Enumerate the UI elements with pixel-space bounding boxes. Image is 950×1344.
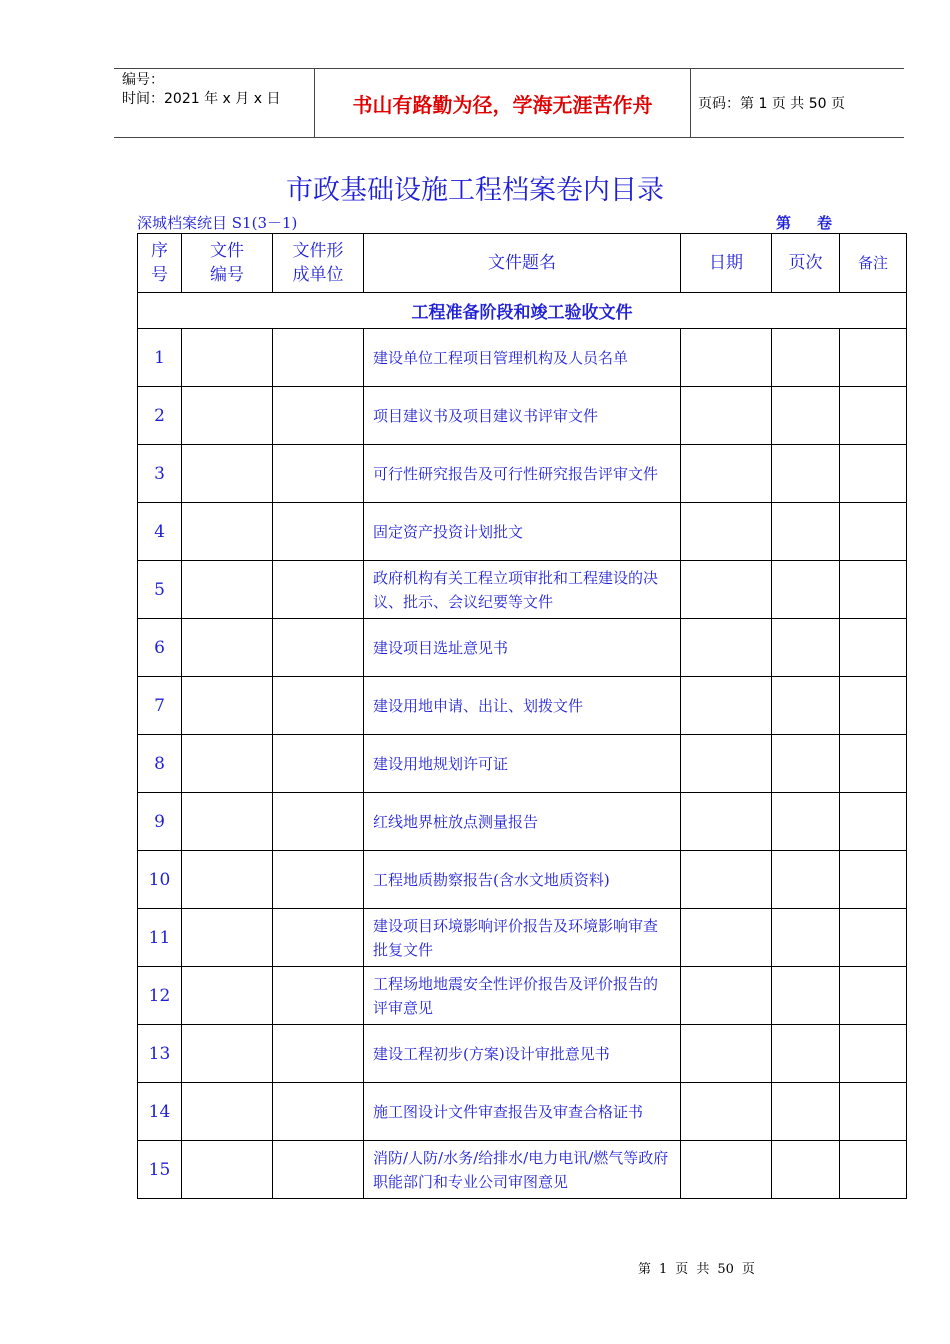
catalog-table	[137, 233, 907, 1199]
archive-code: 深城档案统目 S1(3－1)	[137, 214, 298, 232]
row-pages	[772, 735, 840, 793]
row-pages	[772, 329, 840, 387]
row-doc-no	[182, 1083, 273, 1141]
row-date	[681, 387, 772, 445]
row-num: 2	[138, 387, 182, 445]
header-name: 文件题名	[364, 234, 681, 293]
row-unit	[273, 1141, 364, 1199]
table-header-row	[138, 234, 907, 293]
table-row	[138, 503, 907, 561]
row-date	[681, 909, 772, 967]
row-date	[681, 619, 772, 677]
row-doc-no	[182, 735, 273, 793]
row-name: 固定资产投资计划批文	[364, 503, 681, 561]
row-date	[681, 735, 772, 793]
row-name: 建设用地申请、出让、划拨文件	[364, 677, 681, 735]
row-remark	[840, 793, 907, 851]
row-pages	[772, 793, 840, 851]
row-unit	[273, 909, 364, 967]
row-name: 施工图设计文件审查报告及审查合格证书	[364, 1083, 681, 1141]
section-title: 工程准备阶段和竣工验收文件	[138, 293, 907, 329]
row-pages	[772, 1083, 840, 1141]
number-label: 编号：	[122, 72, 164, 88]
row-pages	[772, 445, 840, 503]
row-name: 项目建议书及项目建议书评审文件	[364, 387, 681, 445]
row-num: 11	[138, 909, 182, 967]
row-remark	[840, 735, 907, 793]
row-name: 工程场地地震安全性评价报告及评价报告的评审意见	[364, 967, 681, 1025]
table-row	[138, 619, 907, 677]
row-name: 建设项目环境影响评价报告及环境影响审查批复文件	[364, 909, 681, 967]
row-date	[681, 967, 772, 1025]
header-doc-no: 文件 编号	[182, 234, 273, 293]
row-num: 10	[138, 851, 182, 909]
table-row	[138, 1083, 907, 1141]
row-remark	[840, 1025, 907, 1083]
row-num: 12	[138, 967, 182, 1025]
volume-juan: 卷	[817, 214, 833, 232]
row-pages	[772, 619, 840, 677]
row-num: 6	[138, 619, 182, 677]
row-unit	[273, 793, 364, 851]
header-page-info: 页码：第 1 页 共 50 页	[698, 96, 845, 112]
table-row	[138, 1141, 907, 1199]
row-pages	[772, 387, 840, 445]
footer-page: 1	[659, 1262, 668, 1277]
page-title: 市政基础设施工程档案卷内目录	[286, 175, 664, 206]
table-row	[138, 387, 907, 445]
row-doc-no	[182, 387, 273, 445]
row-pages	[772, 967, 840, 1025]
row-unit	[273, 387, 364, 445]
row-name: 建设单位工程项目管理机构及人员名单	[364, 329, 681, 387]
row-doc-no	[182, 619, 273, 677]
row-remark	[840, 1083, 907, 1141]
row-date	[681, 329, 772, 387]
table-row	[138, 329, 907, 387]
row-name: 红线地界桩放点测量报告	[364, 793, 681, 851]
table-row	[138, 851, 907, 909]
row-name: 政府机构有关工程立项审批和工程建设的决议、批示、会议纪要等文件	[364, 561, 681, 619]
row-unit	[273, 619, 364, 677]
row-remark	[840, 909, 907, 967]
row-remark	[840, 329, 907, 387]
table-row	[138, 909, 907, 967]
row-name: 建设工程初步(方案)设计审批意见书	[364, 1025, 681, 1083]
row-doc-no	[182, 793, 273, 851]
footer-di: 第	[638, 1262, 652, 1277]
page-header	[114, 68, 904, 138]
row-num: 15	[138, 1141, 182, 1199]
row-num: 9	[138, 793, 182, 851]
row-name: 可行性研究报告及可行性研究报告评审文件	[364, 445, 681, 503]
row-date	[681, 1025, 772, 1083]
row-unit	[273, 561, 364, 619]
page-footer	[638, 1258, 763, 1277]
volume-label	[776, 212, 858, 233]
row-date	[681, 677, 772, 735]
header-date: 日期	[681, 234, 772, 293]
row-remark	[840, 851, 907, 909]
footer-total: 50	[717, 1262, 734, 1277]
row-num: 13	[138, 1025, 182, 1083]
row-date	[681, 561, 772, 619]
header-meta	[114, 69, 314, 137]
table-row	[138, 677, 907, 735]
table-row	[138, 445, 907, 503]
row-num: 1	[138, 329, 182, 387]
row-doc-no	[182, 909, 273, 967]
row-doc-no	[182, 329, 273, 387]
row-pages	[772, 1141, 840, 1199]
row-pages	[772, 851, 840, 909]
volume-di: 第	[776, 214, 792, 232]
row-pages	[772, 503, 840, 561]
footer-ye2: 页	[741, 1262, 755, 1277]
table-row	[138, 561, 907, 619]
row-pages	[772, 909, 840, 967]
row-doc-no	[182, 967, 273, 1025]
header-remark: 备注	[840, 234, 907, 293]
row-date	[681, 1141, 772, 1199]
row-unit	[273, 967, 364, 1025]
row-num: 3	[138, 445, 182, 503]
row-num: 14	[138, 1083, 182, 1141]
row-date	[681, 445, 772, 503]
row-doc-no	[182, 445, 273, 503]
row-name: 建设用地规划许可证	[364, 735, 681, 793]
row-pages	[772, 561, 840, 619]
row-date	[681, 503, 772, 561]
table-row	[138, 793, 907, 851]
row-remark	[840, 387, 907, 445]
row-remark	[840, 445, 907, 503]
row-pages	[772, 1025, 840, 1083]
row-unit	[273, 329, 364, 387]
row-remark	[840, 561, 907, 619]
row-unit	[273, 1025, 364, 1083]
row-num: 7	[138, 677, 182, 735]
table-row	[138, 735, 907, 793]
table-row	[138, 967, 907, 1025]
row-doc-no	[182, 1025, 273, 1083]
row-unit	[273, 851, 364, 909]
row-date	[681, 851, 772, 909]
row-remark	[840, 1141, 907, 1199]
row-name: 消防/人防/水务/给排水/电力电讯/燃气等政府职能部门和专业公司审图意见	[364, 1141, 681, 1199]
row-unit	[273, 735, 364, 793]
row-num: 5	[138, 561, 182, 619]
row-remark	[840, 619, 907, 677]
row-doc-no	[182, 851, 273, 909]
row-doc-no	[182, 1141, 273, 1199]
row-num: 4	[138, 503, 182, 561]
row-unit	[273, 445, 364, 503]
row-date	[681, 793, 772, 851]
row-remark	[840, 503, 907, 561]
row-doc-no	[182, 503, 273, 561]
header-pages: 页次	[772, 234, 840, 293]
row-unit	[273, 1083, 364, 1141]
header-slogan: 书山有路勤为径，学海无涯苦作舟	[314, 69, 691, 137]
footer-ye: 页	[675, 1262, 689, 1277]
section-row	[138, 293, 907, 329]
row-num: 8	[138, 735, 182, 793]
footer-gong: 共	[696, 1262, 710, 1277]
row-unit	[273, 503, 364, 561]
row-name: 建设项目选址意见书	[364, 619, 681, 677]
row-doc-no	[182, 561, 273, 619]
time-label: 时间：2021 年 x 月 x 日	[122, 91, 281, 107]
row-remark	[840, 677, 907, 735]
row-unit	[273, 677, 364, 735]
table-row	[138, 1025, 907, 1083]
row-remark	[840, 967, 907, 1025]
header-unit: 文件形 成单位	[273, 234, 364, 293]
row-pages	[772, 677, 840, 735]
header-seq: 序 号	[138, 234, 182, 293]
row-doc-no	[182, 677, 273, 735]
row-name: 工程地质勘察报告(含水文地质资料)	[364, 851, 681, 909]
row-date	[681, 1083, 772, 1141]
